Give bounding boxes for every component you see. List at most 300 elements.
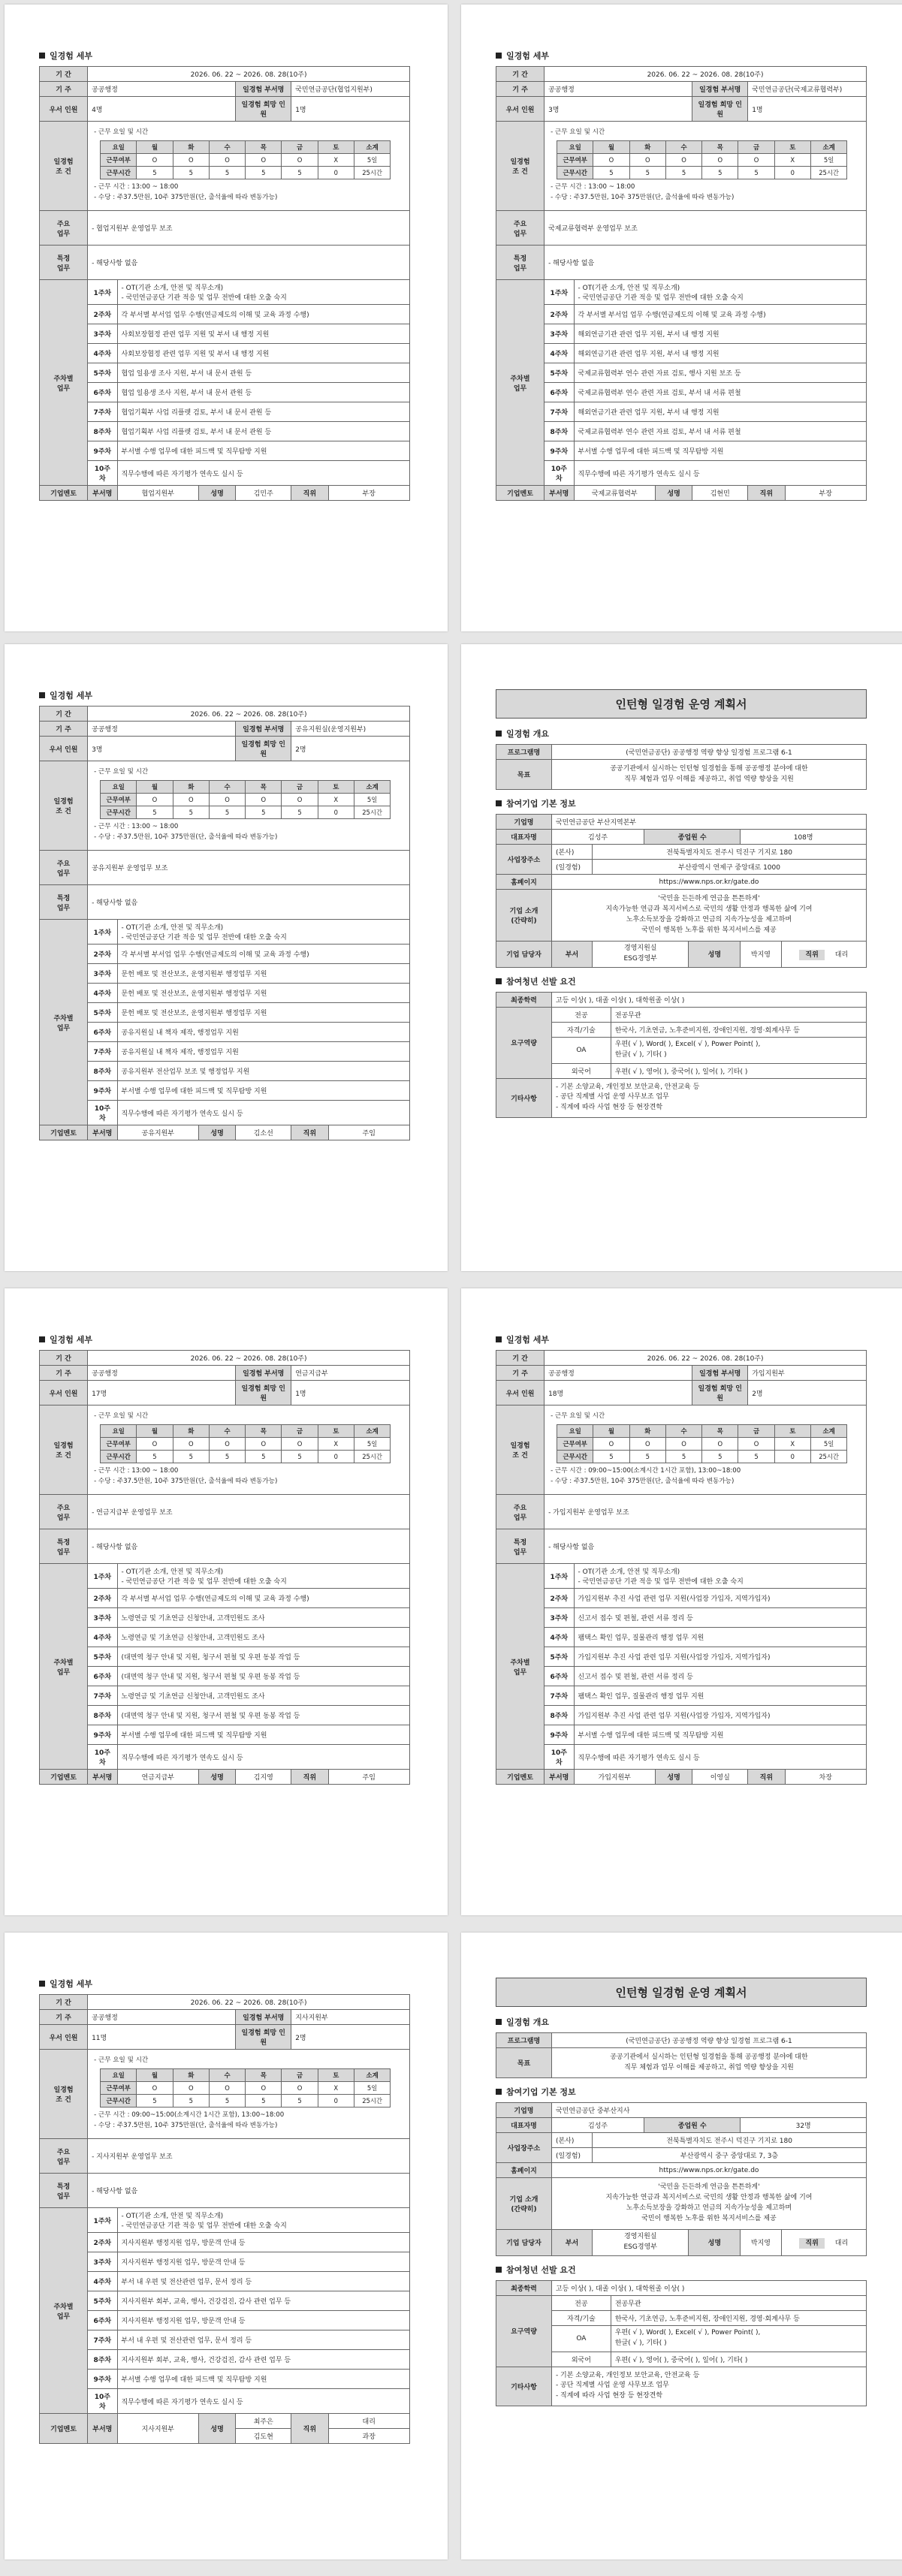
work-hours: 5	[246, 806, 282, 818]
work-hours: 0	[318, 806, 354, 818]
row-label: 근무시간	[101, 806, 137, 818]
period-label: 기 간	[496, 67, 545, 82]
section-title: 참여기업 기본 정보	[496, 2086, 867, 2098]
etc-text: - 기본 소양교육, 개인정보 보안교육, 안전교육 등 - 공단 직계별 사업 운영 사무보조 업무 - 직계에 따라 사업 현장 등 현장견학	[551, 2367, 866, 2406]
week-task: (대면역 청구 안내 및 지원, 청구서 편철 및 우편 동봉 작업 등	[117, 1667, 409, 1686]
week-number: 2주차	[88, 2233, 117, 2252]
goal-text: 공공기관에서 실시하는 인턴형 일경험을 통해 공공행정 분야에 대한 직무 체험과 업무 이해를 제공하고, 취업 역량 향상을 지원	[551, 2048, 866, 2078]
main-task: - 지사지원부 운영업무 보조	[88, 2139, 410, 2174]
org-value: 공공행정	[545, 1366, 692, 1381]
week-task: 팸택스 확인 업무, 질물관리 행정 업무 지원	[574, 1628, 866, 1647]
intro-text: '국민을 든든하게 연금을 튼튼하게' 지속가능한 연금과 복지서비스로 국민의 생활 안정과 행복한 삶에 기여 노후소득보장을 강화하고 연금의 지속가능성을 제고하며 국민이 행복한 노후를 위한 복지서비스를 제공	[551, 2178, 866, 2230]
staff-value: 11명	[88, 2025, 236, 2050]
row-label: 근무여부	[557, 153, 593, 166]
work-flag: 5일	[354, 793, 390, 806]
week-task: 노령연금 및 기초연금 신청안내, 고객민원도 조사	[117, 1608, 409, 1628]
intro-label: 기업 소개 (간략히)	[496, 890, 552, 942]
work-flag: O	[173, 2081, 209, 2094]
company-label: 기업명	[496, 2103, 552, 2118]
week-task: 신고서 접수 및 편철, 관련 서류 정리 등	[574, 1608, 866, 1628]
day-header: 목	[246, 140, 282, 153]
week-task: 각 부서별 부서업 업무 수행(연금제도의 이해 및 교육 과정 수행)	[117, 1589, 409, 1608]
work-flag: O	[209, 153, 245, 166]
week-task: 사회보장협정 관련 업무 지원 및 부서 내 행정 지원	[117, 344, 409, 363]
day-header: 토	[774, 140, 810, 153]
week-task: 부서 내 우편 및 전산관련 업무, 문서 정리 등	[117, 2330, 409, 2350]
hire-label: 일경험 희망 인원	[236, 1381, 291, 1406]
condition-label: 일경험 조 건	[496, 122, 545, 211]
week-number: 3주차	[545, 324, 574, 344]
employee-label: 종업원 수	[644, 830, 741, 845]
hire-value: 1명	[291, 1381, 410, 1406]
ceo-name: 김성주	[551, 830, 644, 845]
hire-value: 1명	[291, 97, 410, 122]
week-number: 2주차	[545, 305, 574, 324]
detail-sheet-4	[5, 1288, 448, 1915]
skill-kind: 전공	[551, 2295, 611, 2310]
staff-label: 우서 인원	[40, 97, 88, 122]
period-value: 2026. 06. 22 ~ 2026. 08. 28(10주)	[88, 67, 410, 82]
staff-label: 우서 인원	[40, 1381, 88, 1406]
day-header: 요일	[557, 140, 593, 153]
section-title: 일경험 세부	[39, 1978, 410, 1990]
week-number: 8주차	[88, 422, 117, 441]
manager-dept: 경영지원실 ESG경영부	[593, 2229, 689, 2255]
work-flag: O	[246, 153, 282, 166]
week-task: 직무수행에 따른 자기평가 연속도 실시 등	[117, 1745, 409, 1770]
week-task: 노령연금 및 기초연금 신청안내, 고객민원도 조사	[117, 1686, 409, 1706]
week-number: 1주차	[545, 280, 574, 305]
week-task: - OT(기관 소개, 안전 및 직무소개) - 국민연금공단 기관 적응 및 업무 전반에 대한 오출 숙지	[574, 280, 866, 305]
mentor-rank: 대리	[328, 2414, 410, 2429]
work-hours: 5	[137, 2094, 173, 2107]
day-header: 목	[246, 2068, 282, 2081]
work-flag: O	[173, 1437, 209, 1450]
mentor-rank-label: 직위	[748, 486, 785, 501]
skill-kind: 자격/기술	[551, 1022, 611, 1037]
plan-sheet-2	[461, 1933, 902, 2559]
mentor-rank: 주임	[328, 1770, 410, 1785]
detail-sheet-5	[461, 1288, 902, 1915]
staff-label: 우서 인원	[496, 1381, 545, 1406]
special-task-label: 특정 업무	[496, 246, 545, 280]
day-header: 요일	[101, 2068, 137, 2081]
etc-label: 기타사항	[496, 2367, 552, 2406]
work-flag: O	[209, 793, 245, 806]
condition-line: - 근무 요일 및 시간	[94, 1412, 149, 1420]
work-flag: O	[738, 1437, 774, 1450]
org-value: 공공행정	[88, 1366, 236, 1381]
day-header: 요일	[101, 780, 137, 793]
manager-name: 박지영	[741, 2229, 781, 2255]
week-number: 2주차	[545, 1589, 574, 1608]
week-number: 10주차	[88, 2389, 117, 2414]
schedule-table	[557, 1424, 847, 1463]
week-task: - OT(기관 소개, 안전 및 직무소개) - 국민연금공단 기관 적응 및 업무 전반에 대한 오출 숙지	[117, 2208, 409, 2233]
day-header: 화	[173, 1424, 209, 1437]
education-value: 고등 이상( ), 대졸 이상( ), 대학원졸 이상( )	[551, 992, 866, 1007]
allowance: - 수당 : 주37.5만원, 10주 375만원(단, 출석율에 따라 변동가능)	[551, 1477, 735, 1485]
week-task: 가입지원부 추진 사업 관련 업무 지원(사업장 가입자, 지역가입자)	[574, 1647, 866, 1667]
work-flag: O	[173, 153, 209, 166]
mentor-dept: 가입지원부	[574, 1770, 655, 1785]
work-flag: O	[665, 1437, 701, 1450]
period-value: 2026. 06. 22 ~ 2026. 08. 28(10주)	[88, 1995, 410, 2010]
week-number: 10주차	[545, 1745, 574, 1770]
week-number: 9주차	[88, 2370, 117, 2389]
work-hours: 5	[593, 166, 629, 179]
requirement-table	[496, 2280, 867, 2407]
day-header: 월	[137, 780, 173, 793]
week-number: 1주차	[88, 1564, 117, 1589]
week-task: 문헌 배포 및 전산보조, 운영지원부 행정업무 지원	[117, 964, 409, 984]
day-header: 소계	[354, 780, 390, 793]
skill-kind: 자격/기술	[551, 2310, 611, 2325]
week-task: 국제교류협력부 연수 관련 자료 검토, 부서 내 서류 편철	[574, 422, 866, 441]
day-header: 소계	[354, 2068, 390, 2081]
weekly-label: 주차별 업무	[40, 2208, 88, 2414]
dept-value: 공유지원실(운영지원부)	[291, 722, 410, 737]
week-task: 직무수행에 따른 자기평가 연속도 실시 등	[574, 1745, 866, 1770]
manager-dept-label: 부서	[551, 2229, 592, 2255]
goal-label: 목표	[496, 2048, 552, 2078]
day-header: 금	[282, 140, 318, 153]
work-time: - 근무 시간 : 13:00 ~ 18:00	[94, 1466, 179, 1475]
plan-title: 인턴형 일경험 운영 계획서	[496, 1978, 867, 2007]
week-number: 7주차	[545, 1686, 574, 1706]
week-number: 10주차	[88, 461, 117, 486]
dept-label: 일경험 부서명	[236, 722, 291, 737]
work-time: - 근무 시간 : 13:00 ~ 18:00	[551, 182, 635, 191]
day-header: 토	[318, 1424, 354, 1437]
week-task: 해외연금기관 관련 업무 지원, 부서 내 행정 지원	[574, 324, 866, 344]
week-task: 부서별 수행 업무에 대한 피드백 및 직무탐방 지원	[117, 2370, 409, 2389]
work-hours: 25시간	[810, 1450, 846, 1463]
week-task: 지사지원부 행정지원 업무, 방문객 안내 등	[117, 2252, 409, 2272]
work-flag: X	[318, 1437, 354, 1450]
org-value: 공공행정	[88, 82, 236, 97]
week-task: 지사지원부 행정지원 업무, 방문객 안내 등	[117, 2233, 409, 2252]
work-hours: 5	[593, 1450, 629, 1463]
week-number: 7주차	[88, 1042, 117, 1062]
day-header: 월	[593, 1424, 629, 1437]
day-header: 요일	[101, 140, 137, 153]
day-header: 목	[246, 780, 282, 793]
section-title: 참여청년 선발 요건	[496, 975, 867, 987]
mentor-rank: 부장	[785, 486, 867, 501]
week-number: 6주차	[545, 383, 574, 402]
mentor-dept-label: 부서명	[88, 1770, 117, 1785]
work-hours: 5	[173, 1450, 209, 1463]
week-task: (대면역 청구 안내 및 지원, 청구서 편철 및 우편 동봉 작업 등	[117, 1706, 409, 1725]
mentor-label: 기업멘토	[40, 1125, 88, 1140]
work-flag: 5일	[354, 2081, 390, 2094]
day-header: 토	[318, 2068, 354, 2081]
main-task: - 가입지원부 운영업무 보조	[545, 1495, 867, 1529]
mentor-name-label: 성명	[655, 1770, 692, 1785]
homepage-link[interactable]: https://www.nps.or.kr/gate.do	[551, 875, 866, 890]
mentor-name: 이영실	[692, 1770, 748, 1785]
mentor-dept: 공유지원부	[117, 1125, 198, 1140]
special-task: - 해당사항 없음	[88, 1529, 410, 1564]
day-header: 화	[173, 780, 209, 793]
week-number: 6주차	[545, 1667, 574, 1686]
day-header: 수	[665, 140, 701, 153]
dept-label: 일경험 부서명	[692, 1366, 748, 1381]
manager-rank-label: 직위	[799, 2238, 824, 2249]
week-number: 10주차	[88, 1745, 117, 1770]
row-label: 근무시간	[101, 2094, 137, 2107]
week-number: 7주차	[88, 1686, 117, 1706]
goal-text: 공공기관에서 실시하는 인턴형 일경험을 통해 공공행정 분야에 대한 직무 체험과 업무 이해를 제공하고, 취업 역량 향상을 지원	[551, 760, 866, 790]
mentor-rank: 주임	[328, 1125, 410, 1140]
week-number: 2주차	[88, 945, 117, 964]
employee-count: 32명	[741, 2118, 867, 2133]
period-label: 기 간	[40, 1351, 88, 1366]
mentor-dept-label: 부서명	[545, 1770, 574, 1785]
period-label: 기 간	[496, 1351, 545, 1366]
mentor-dept-label: 부서명	[88, 2414, 117, 2444]
manager-name-label: 성명	[689, 2229, 741, 2255]
mentor-dept: 협업지원부	[117, 486, 198, 501]
mentor-rank-label: 직위	[291, 1770, 328, 1785]
requirement-table	[496, 992, 867, 1119]
company-name: 국민연금공단 부산지역본부	[551, 815, 866, 830]
work-hours: 25시간	[354, 166, 390, 179]
week-number: 3주차	[88, 324, 117, 344]
day-header: 수	[209, 780, 245, 793]
work-time: - 근무 시간 : 09:00~15:00(소계시간 1시간 포함), 13:00~18:00	[551, 1466, 741, 1475]
main-task-label: 주요 업무	[40, 211, 88, 246]
day-header: 목	[702, 140, 738, 153]
week-task: 공유지원실 내 책자 제작, 행정업무 지원	[117, 1042, 409, 1062]
week-task: 해외연금기관 관련 업무 지원, 부서 내 행정 지원	[574, 344, 866, 363]
week-task: 부서별 수행 업무에 대한 피드백 및 직무탐방 지원	[574, 1725, 866, 1745]
week-number: 7주차	[88, 402, 117, 422]
work-hours: 5	[246, 1450, 282, 1463]
work-hours: 5	[282, 1450, 318, 1463]
staff-label: 우서 인원	[40, 2025, 88, 2050]
mentor-rank-label: 직위	[291, 1125, 328, 1140]
condition-line: - 근무 요일 및 시간	[94, 128, 149, 136]
work-flag: O	[246, 2081, 282, 2094]
main-task: 공유지원부 운영업무 보조	[88, 851, 410, 885]
weekly-label: 주차별 업무	[496, 1564, 545, 1770]
org-value: 공공행정	[545, 82, 692, 97]
homepage-label: 홈페이지	[496, 2163, 552, 2178]
staff-label: 우서 인원	[40, 737, 88, 761]
mentor-name-label: 성명	[198, 486, 235, 501]
week-task: 지사지원부 회부, 교육, 행사, 건강검진, 감사 관련 업무 등	[117, 2350, 409, 2370]
work-flag: X	[774, 153, 810, 166]
week-task: 공유지원실 내 책자 제작, 행정업무 지원	[117, 1023, 409, 1042]
week-number: 8주차	[88, 1706, 117, 1725]
week-number: 3주차	[88, 2252, 117, 2272]
work-hours: 5	[665, 1450, 701, 1463]
special-task-label: 특정 업무	[496, 1529, 545, 1564]
special-task: - 해당사항 없음	[88, 246, 410, 280]
day-header: 수	[665, 1424, 701, 1437]
manager-rank	[781, 941, 866, 967]
work-hours: 5	[282, 166, 318, 179]
plan-sheet-1	[461, 644, 902, 1271]
week-number: 7주차	[545, 402, 574, 422]
day-header: 소계	[810, 1424, 846, 1437]
week-task: - OT(기관 소개, 안전 및 직무소개) - 국민연금공단 기관 적응 및 업무 전반에 대한 오출 숙지	[117, 1564, 409, 1589]
week-task: 각 부서별 부서업 업무 수행(연금제도의 이해 및 교육 과정 수행)	[574, 305, 866, 324]
week-task: 부서 내 우편 및 전산관련 업무, 문서 정리 등	[117, 2272, 409, 2291]
week-number: 4주차	[545, 344, 574, 363]
condition-line: - 근무 요일 및 시간	[551, 128, 605, 136]
section-title: 일경험 세부	[496, 1333, 867, 1345]
week-number: 9주차	[545, 441, 574, 461]
skills-label: 요구역량	[496, 1007, 552, 1078]
main-task-label: 주요 업무	[40, 2139, 88, 2174]
period-value: 2026. 06. 22 ~ 2026. 08. 28(10주)	[88, 707, 410, 722]
education-value: 고등 이상( ), 대졸 이상( ), 대학원졸 이상( )	[551, 2280, 866, 2295]
etc-text: - 기본 소양교육, 개인정보 보안교육, 안전교육 등 - 공단 직계별 사업 운영 사무보조 업무 - 직계에 따라 사업 현장 등 현장견학	[551, 1078, 866, 1118]
ceo-label: 대표자명	[496, 830, 552, 845]
staff-value: 3명	[545, 97, 692, 122]
week-task: - OT(기관 소개, 안전 및 직무소개) - 국민연금공단 기관 적응 및 업무 전반에 대한 오출 숙지	[117, 920, 409, 945]
skill-cert: 한국사, 기초연금, 노후준비지원, 장애인지원, 경영·회계사무 등	[611, 1022, 866, 1037]
work-flag: X	[774, 1437, 810, 1450]
address-hq: 전북특별자치도 전주시 덕진구 기지로 180	[593, 2133, 867, 2148]
week-task: 사회보장협정 관련 업무 지원 및 부서 내 행정 지원	[117, 324, 409, 344]
address-label: 사업장주소	[496, 2133, 552, 2163]
schedule-table	[100, 2068, 391, 2107]
week-task: 협업기획부 사업 리플렛 검토, 부서 내 문서 관원 등	[117, 402, 409, 422]
work-flag: 5일	[354, 1437, 390, 1450]
weekly-label: 주차별 업무	[496, 280, 545, 486]
etc-label: 기타사항	[496, 1078, 552, 1118]
detail-table	[39, 66, 410, 501]
week-number: 9주차	[88, 1725, 117, 1745]
education-label: 최종학력	[496, 2280, 552, 2295]
week-task: 국제교류협력부 연수 관련 자료 검토, 부서 내 서류 편철	[574, 383, 866, 402]
section-title: 참여기업 기본 정보	[496, 797, 867, 809]
skill-kind: 외국어	[551, 1063, 611, 1078]
row-label: 근무여부	[101, 153, 137, 166]
staff-value: 4명	[88, 97, 236, 122]
work-flag: O	[282, 1437, 318, 1450]
week-number: 4주차	[88, 1628, 117, 1647]
section-title: 일경험 개요	[496, 728, 867, 740]
dept-value: 연금지급부	[291, 1366, 410, 1381]
special-task-label: 특정 업무	[40, 246, 88, 280]
special-task-label: 특정 업무	[40, 2174, 88, 2208]
day-header: 소계	[354, 1424, 390, 1437]
special-task: - 해당사항 없음	[545, 246, 867, 280]
hire-label: 일경험 희망 인원	[236, 737, 291, 761]
work-hours: 5	[246, 2094, 282, 2107]
week-number: 9주차	[545, 1725, 574, 1745]
day-header: 월	[137, 140, 173, 153]
section-title: 일경험 개요	[496, 2016, 867, 2028]
work-flag: 5일	[354, 153, 390, 166]
work-flag: O	[593, 153, 629, 166]
skill-kind: OA	[551, 2325, 611, 2352]
staff-value: 3명	[88, 737, 236, 761]
detail-table	[39, 706, 410, 1140]
work-flag: O	[209, 2081, 245, 2094]
week-number: 5주차	[545, 1647, 574, 1667]
week-task: 국제교류협력부 연수 관련 자료 검토, 행사 지원 보조 등	[574, 363, 866, 383]
special-task: - 해당사항 없음	[88, 2174, 410, 2208]
mentor-name: 김현민	[692, 486, 748, 501]
week-number: 8주차	[88, 2350, 117, 2370]
week-number: 2주차	[88, 305, 117, 324]
work-hours: 5	[702, 1450, 738, 1463]
hire-value: 2명	[291, 2025, 410, 2050]
dept-value: 지사지원부	[291, 2010, 410, 2025]
week-task: 부서별 수행 업무에 대한 피드백 및 직무탐방 지원	[574, 441, 866, 461]
condition-line: - 근무 요일 및 시간	[94, 2056, 149, 2064]
schedule-table	[100, 780, 391, 819]
plan-title: 인턴형 일경험 운영 계획서	[496, 689, 867, 719]
work-flag: X	[318, 793, 354, 806]
work-hours: 5	[209, 1450, 245, 1463]
mentor-name: 김민주	[236, 486, 291, 501]
work-hours: 25시간	[354, 2094, 390, 2107]
week-number: 5주차	[88, 363, 117, 383]
dept-value: 국민연금공단(협업지원부)	[291, 82, 410, 97]
work-flag: O	[137, 1437, 173, 1450]
work-flag: O	[246, 793, 282, 806]
work-flag: O	[209, 1437, 245, 1450]
day-header: 금	[738, 140, 774, 153]
detail-sheet-2	[461, 5, 902, 631]
org-label: 기 주	[40, 2010, 88, 2025]
week-number: 1주차	[545, 1564, 574, 1589]
day-header: 목	[702, 1424, 738, 1437]
work-flag: O	[629, 153, 665, 166]
address-site: 부산광역시 중구 중앙대로 7, 3층	[593, 2148, 867, 2163]
special-task-label: 특정 업무	[40, 885, 88, 920]
main-task: - 협업지원부 운영업무 보조	[88, 211, 410, 246]
mentor-dept-label: 부서명	[88, 486, 117, 501]
section-title: 참여청년 선발 요건	[496, 2264, 867, 2276]
week-task: 협업 일용생 조사 지원, 부서 내 문서 관원 등	[117, 383, 409, 402]
hire-label: 일경험 희망 인원	[236, 2025, 291, 2050]
work-flag: O	[246, 1437, 282, 1450]
row-label: 근무시간	[557, 166, 593, 179]
section-title: 일경험 세부	[39, 689, 410, 701]
section-title: 일경험 세부	[496, 50, 867, 62]
week-number: 10주차	[545, 461, 574, 486]
day-header: 월	[593, 140, 629, 153]
mentor-name: 김지영	[236, 1770, 291, 1785]
week-number: 6주차	[88, 1023, 117, 1042]
period-label: 기 간	[40, 1995, 88, 2010]
allowance: - 수당 : 주37.5만원, 10주 375만원(단, 출석율에 따라 변동가능)	[94, 2121, 278, 2129]
mentor-rank-label: 직위	[291, 486, 328, 501]
section-title: 일경험 세부	[39, 1333, 410, 1345]
skill-lang: 우편( √ ), 영어( ), 중국어( ), 일어( ), 기타( )	[611, 1063, 866, 1078]
week-number: 1주차	[88, 920, 117, 945]
dept-value: 국민연금공단(국제교류협력부)	[748, 82, 867, 97]
work-hours: 5	[702, 166, 738, 179]
work-flag: O	[665, 153, 701, 166]
period-value: 2026. 06. 22 ~ 2026. 08. 28(10주)	[545, 67, 867, 82]
homepage-link[interactable]: https://www.nps.or.kr/gate.do	[551, 2163, 866, 2178]
week-task: 노령연금 및 기초연금 신청안내, 고객민원도 조사	[117, 1628, 409, 1647]
work-hours: 25시간	[354, 1450, 390, 1463]
address-label: 사업장주소	[496, 845, 552, 875]
day-header: 수	[209, 1424, 245, 1437]
week-task: 직무수행에 따른 자기평가 연속도 실시 등	[574, 461, 866, 486]
skill-major: 전공무관	[611, 1007, 866, 1022]
